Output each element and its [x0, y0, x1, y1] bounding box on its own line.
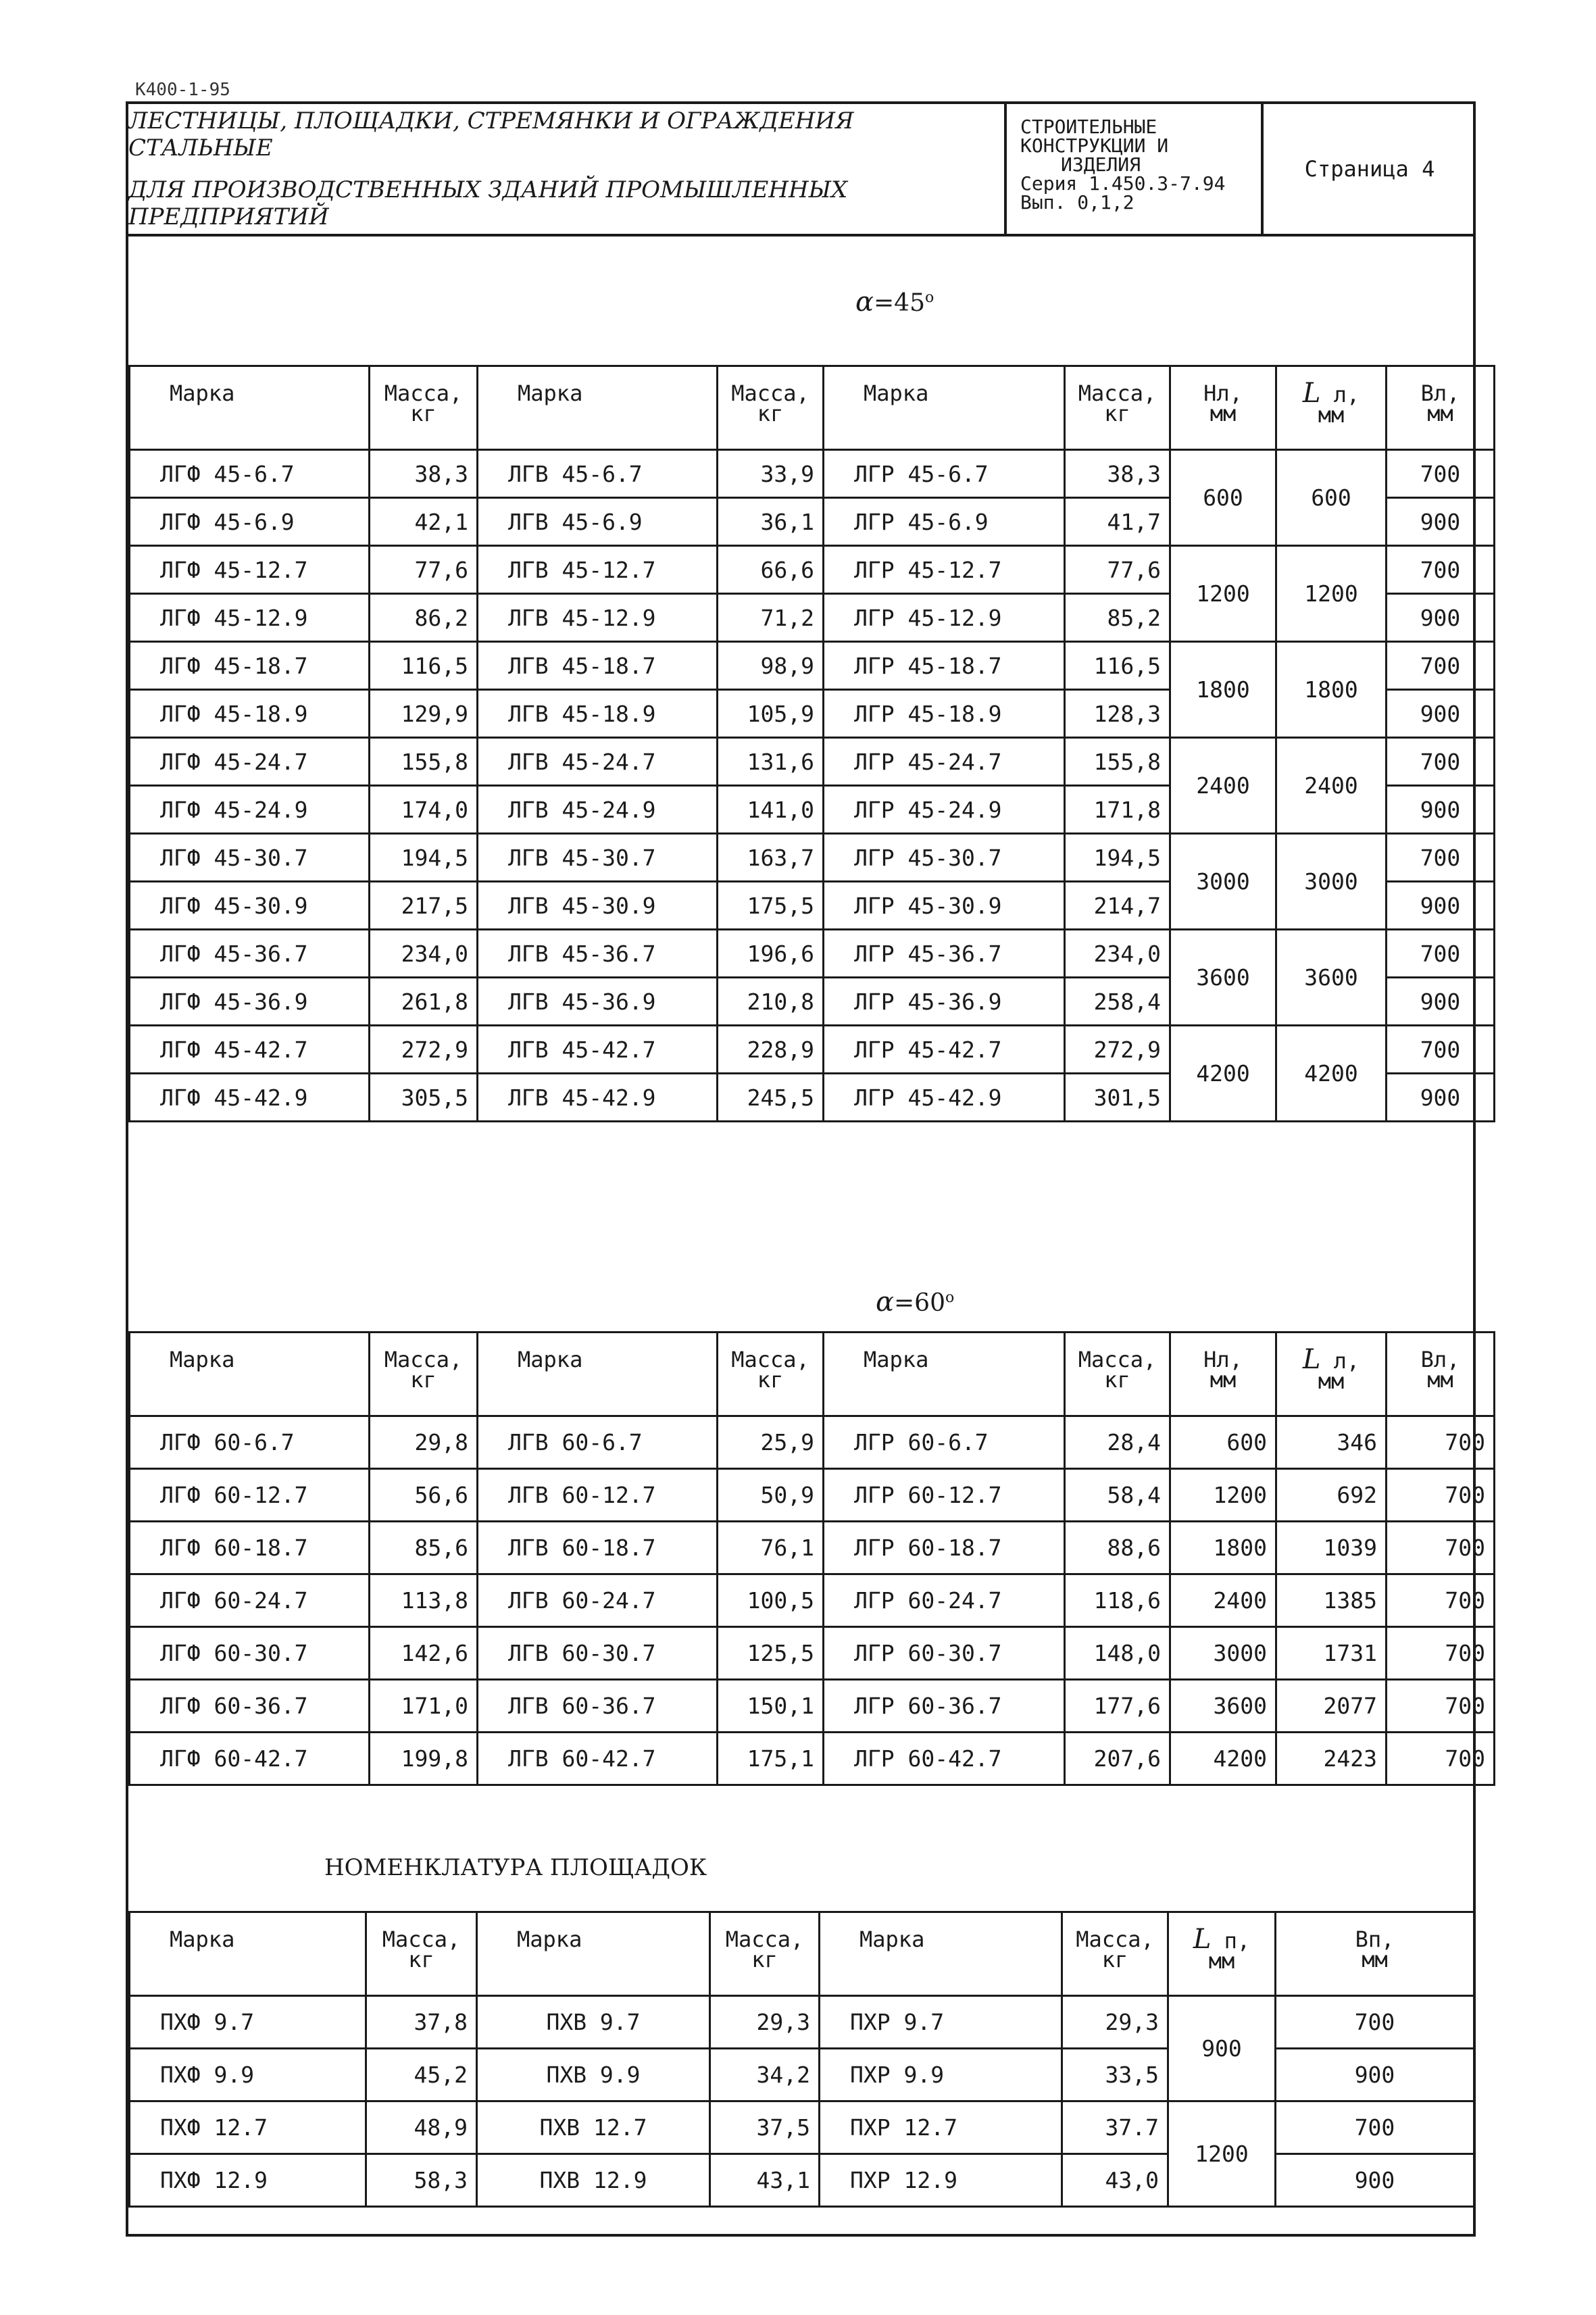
mass-f-cell: 171,0 — [370, 1680, 478, 1733]
marka-f-cell: ЛГФ 60-30.7 — [130, 1627, 370, 1680]
table-row — [130, 930, 1495, 978]
marka-f-cell: ЛГФ 45-36.7 — [130, 930, 370, 978]
mass-f-cell: 77,6 — [370, 546, 478, 594]
table-row — [130, 1996, 1474, 2049]
title-line-1: ЛЕСТНИЦЫ, ПЛОЩАДКИ, СТРЕМЯНКИ И ОГРАЖДЕНИЯ СТАЛЬНЫЕ — [128, 107, 854, 161]
marka-r-cell: ЛГР 45-42.7 — [824, 1026, 1065, 1074]
mass-r-cell: 177,6 — [1065, 1680, 1170, 1733]
marka-r-cell: ПХР 12.7 — [820, 2101, 1062, 2154]
mass-v-cell: 33,9 — [718, 450, 824, 498]
marka-v-cell: ЛГВ 45-36.9 — [478, 978, 718, 1026]
length-cell: 346 — [1276, 1416, 1387, 1469]
mass-f-cell: 58,3 — [366, 2154, 477, 2207]
marka-v-cell: ЛГВ 45-30.7 — [478, 834, 718, 882]
marka-f-cell: ПХФ 9.9 — [130, 2049, 366, 2101]
length-cell: 3600 — [1276, 930, 1387, 1026]
table-row — [130, 1733, 1495, 1785]
marka-f-cell: ПХФ 12.7 — [130, 2101, 366, 2154]
mass-r-cell: 148,0 — [1065, 1627, 1170, 1680]
mass-r-cell: 234,0 — [1065, 930, 1170, 978]
marka-v-cell: ЛГВ 45-42.9 — [478, 1074, 718, 1122]
ladders-45-body — [130, 450, 1495, 1135]
col-length: L п, мм — [1168, 1912, 1276, 1996]
mass-f-cell: 174,0 — [370, 786, 478, 834]
marka-r-cell: ПХР 12.9 — [820, 2154, 1062, 2207]
col-height: Нл, мм — [1170, 366, 1276, 450]
marka-r-cell: ЛГР 45-30.7 — [824, 834, 1065, 882]
table-row — [130, 1680, 1495, 1733]
height-cell: 4200 — [1170, 1026, 1276, 1122]
width-cell: 700 — [1387, 1469, 1495, 1522]
ladders-60-table — [128, 1331, 1495, 1786]
page-number: Страница 4 — [1304, 156, 1435, 182]
title-line-2: ДЛЯ ПРОИЗВОДСТВЕННЫХ ЗДАНИЙ ПРОМЫШЛЕННЫХ ПРЕДПРИЯТИЙ — [128, 176, 848, 230]
marka-r-cell: ЛГР 60-30.7 — [824, 1627, 1065, 1680]
mass-v-cell: 228,9 — [718, 1026, 824, 1074]
length-cell: 1731 — [1276, 1627, 1387, 1680]
mass-v-cell: 196,6 — [718, 930, 824, 978]
length-cell: 4200 — [1276, 1026, 1387, 1122]
table-row — [130, 1522, 1495, 1574]
height-cell: 4200 — [1170, 1733, 1276, 1785]
table-row — [130, 1469, 1495, 1522]
marka-f-cell: ЛГФ 45-18.7 — [130, 642, 370, 690]
mass-v-cell: 141,0 — [718, 786, 824, 834]
length-cell: 2077 — [1276, 1680, 1387, 1733]
marka-f-cell: ЛГФ 45-30.7 — [130, 834, 370, 882]
width-cell: 700 — [1387, 1627, 1495, 1680]
width-cell: 900 — [1387, 690, 1495, 738]
marka-f-cell: ЛГФ 45-6.7 — [130, 450, 370, 498]
mass-r-cell: 128,3 — [1065, 690, 1170, 738]
marka-r-cell: ПХР 9.9 — [820, 2049, 1062, 2101]
marka-r-cell: ЛГР 45-12.7 — [824, 546, 1065, 594]
width-cell: 900 — [1387, 786, 1495, 834]
height-cell: 3600 — [1170, 930, 1276, 1026]
col-marka-r: Марка — [820, 1912, 1062, 1996]
marka-v-cell: ЛГВ 60-24.7 — [478, 1574, 718, 1627]
marka-f-cell: ЛГФ 45-6.9 — [130, 498, 370, 546]
mass-r-cell: 88,6 — [1065, 1522, 1170, 1574]
table-row — [130, 2101, 1474, 2154]
mass-f-cell: 155,8 — [370, 738, 478, 786]
ladders-45-table — [128, 365, 1495, 1135]
marka-v-cell: ПХВ 12.9 — [477, 2154, 710, 2207]
ladders-60-body — [130, 1416, 1495, 1785]
mass-v-cell: 105,9 — [718, 690, 824, 738]
marka-r-cell: ЛГР 45-18.9 — [824, 690, 1065, 738]
mass-f-cell: 217,5 — [370, 882, 478, 930]
mass-f-cell: 272,9 — [370, 1026, 478, 1074]
mass-f-cell: 234,0 — [370, 930, 478, 978]
issue-number: Вып. 0,1,2 — [1020, 191, 1134, 214]
table-row — [130, 546, 1495, 594]
height-cell: 2400 — [1170, 738, 1276, 834]
table-header-row — [130, 1333, 1495, 1416]
mass-r-cell: 77,6 — [1065, 546, 1170, 594]
marka-f-cell: ЛГФ 45-42.7 — [130, 1026, 370, 1074]
mass-f-cell: 29,8 — [370, 1416, 478, 1469]
title-block — [128, 104, 1473, 237]
mass-r-cell: 272,9 — [1065, 1026, 1170, 1074]
mass-r-cell: 118,6 — [1065, 1574, 1170, 1627]
mass-r-cell: 37.7 — [1062, 2101, 1168, 2154]
mass-v-cell: 43,1 — [710, 2154, 820, 2207]
mass-f-cell: 42,1 — [370, 498, 478, 546]
marka-v-cell: ЛГВ 45-30.9 — [478, 882, 718, 930]
mass-v-cell: 34,2 — [710, 2049, 820, 2101]
marka-v-cell: ЛГВ 60-6.7 — [478, 1416, 718, 1469]
col-marka-f: Марка — [130, 366, 370, 450]
mass-v-cell: 125,5 — [718, 1627, 824, 1680]
col-mass-v: Масса, кг — [718, 366, 824, 450]
mass-r-cell: 171,8 — [1065, 786, 1170, 834]
col-width: Вл, мм — [1387, 366, 1495, 450]
col-height: Нл, мм — [1170, 1333, 1276, 1416]
mass-v-cell: 98,9 — [718, 642, 824, 690]
col-length: L л, мм — [1276, 366, 1387, 450]
marka-f-cell: ПХФ 9.7 — [130, 1996, 366, 2049]
marka-v-cell: ЛГВ 45-24.7 — [478, 738, 718, 786]
width-cell: 900 — [1387, 594, 1495, 642]
marka-r-cell: ЛГР 45-12.9 — [824, 594, 1065, 642]
col-width: Вп, мм — [1276, 1912, 1474, 1996]
mass-v-cell: 210,8 — [718, 978, 824, 1026]
length-cell: 1200 — [1276, 546, 1387, 642]
mass-v-cell: 50,9 — [718, 1469, 824, 1522]
length-cell: 900 — [1168, 1996, 1276, 2101]
marka-r-cell: ЛГР 45-24.9 — [824, 786, 1065, 834]
length-cell: 1385 — [1276, 1574, 1387, 1627]
width-cell: 700 — [1387, 738, 1495, 786]
mass-r-cell: 194,5 — [1065, 834, 1170, 882]
marka-v-cell: ЛГВ 45-42.7 — [478, 1026, 718, 1074]
marka-f-cell: ЛГФ 45-36.9 — [130, 978, 370, 1026]
height-cell: 600 — [1170, 450, 1276, 546]
table-row — [130, 738, 1495, 786]
mass-r-cell: 85,2 — [1065, 594, 1170, 642]
mass-r-cell: 207,6 — [1065, 1733, 1170, 1785]
table-row — [130, 450, 1495, 498]
width-cell: 900 — [1276, 2049, 1474, 2101]
width-cell: 700 — [1387, 1522, 1495, 1574]
category-line-3: ИЗДЕЛИЯ — [1061, 153, 1141, 176]
marka-r-cell: ПХР 9.7 — [820, 1996, 1062, 2049]
marka-r-cell: ЛГР 45-42.9 — [824, 1074, 1065, 1122]
mass-v-cell: 175,5 — [718, 882, 824, 930]
length-cell: 2423 — [1276, 1733, 1387, 1785]
marka-v-cell: ЛГВ 45-36.7 — [478, 930, 718, 978]
col-marka-v: Марка — [477, 1912, 710, 1996]
table-row — [130, 1627, 1495, 1680]
height-cell: 1800 — [1170, 642, 1276, 738]
marka-f-cell: ЛГФ 45-18.9 — [130, 690, 370, 738]
marka-r-cell: ЛГР 45-6.7 — [824, 450, 1065, 498]
marka-r-cell: ЛГР 45-30.9 — [824, 882, 1065, 930]
category-line-2: КОНСТРУКЦИИ И — [1020, 134, 1169, 157]
mass-f-cell: 38,3 — [370, 450, 478, 498]
height-cell: 1800 — [1170, 1522, 1276, 1574]
series-number: Серия 1.450.3-7.94 — [1020, 172, 1226, 195]
width-cell: 700 — [1387, 1574, 1495, 1627]
length-cell: 600 — [1276, 450, 1387, 546]
mass-r-cell: 33,5 — [1062, 2049, 1168, 2101]
width-cell: 700 — [1387, 1733, 1495, 1785]
marka-v-cell: ЛГВ 45-6.7 — [478, 450, 718, 498]
mass-r-cell: 155,8 — [1065, 738, 1170, 786]
mass-v-cell: 131,6 — [718, 738, 824, 786]
marka-r-cell: ЛГР 45-36.9 — [824, 978, 1065, 1026]
angle-45-label: $\alpha=45^o$ — [855, 287, 934, 318]
table-row — [130, 642, 1495, 690]
marka-f-cell: ЛГФ 60-6.7 — [130, 1416, 370, 1469]
mass-v-cell: 37,5 — [710, 2101, 820, 2154]
col-mass-v: Масса, кг — [710, 1912, 820, 1996]
width-cell: 700 — [1387, 930, 1495, 978]
table-row — [130, 1574, 1495, 1627]
mass-f-cell: 86,2 — [370, 594, 478, 642]
mass-f-cell: 261,8 — [370, 978, 478, 1026]
width-cell: 900 — [1276, 2154, 1474, 2207]
marka-v-cell: ПХВ 9.7 — [477, 1996, 710, 2049]
marka-v-cell: ЛГВ 45-6.9 — [478, 498, 718, 546]
mass-v-cell: 245,5 — [718, 1074, 824, 1122]
marka-r-cell: ЛГР 60-18.7 — [824, 1522, 1065, 1574]
col-mass-f: Масса, кг — [370, 366, 478, 450]
width-cell: 900 — [1387, 1074, 1495, 1122]
document-code: К400-1-95 — [135, 80, 230, 100]
mass-f-cell: 45,2 — [366, 2049, 477, 2101]
length-cell: 692 — [1276, 1469, 1387, 1522]
marka-f-cell: ЛГФ 45-24.9 — [130, 786, 370, 834]
width-cell: 700 — [1276, 2101, 1474, 2154]
height-cell: 1200 — [1170, 1469, 1276, 1522]
mass-v-cell: 66,6 — [718, 546, 824, 594]
width-cell: 900 — [1387, 498, 1495, 546]
width-cell: 900 — [1387, 882, 1495, 930]
width-cell: 700 — [1387, 642, 1495, 690]
col-marka-f: Марка — [130, 1333, 370, 1416]
marka-f-cell: ЛГФ 45-12.9 — [130, 594, 370, 642]
marka-v-cell: ЛГВ 60-42.7 — [478, 1733, 718, 1785]
mass-f-cell: 199,8 — [370, 1733, 478, 1785]
marka-v-cell: ЛГВ 60-36.7 — [478, 1680, 718, 1733]
marka-r-cell: ЛГР 60-6.7 — [824, 1416, 1065, 1469]
length-cell: 1039 — [1276, 1522, 1387, 1574]
marka-r-cell: ЛГР 60-42.7 — [824, 1733, 1065, 1785]
mass-f-cell: 37,8 — [366, 1996, 477, 2049]
marka-f-cell: ЛГФ 45-42.9 — [130, 1074, 370, 1122]
mass-v-cell: 175,1 — [718, 1733, 824, 1785]
col-length: L л, мм — [1276, 1333, 1387, 1416]
mass-f-cell: 85,6 — [370, 1522, 478, 1574]
height-cell: 2400 — [1170, 1574, 1276, 1627]
height-cell: 3000 — [1170, 1627, 1276, 1680]
alpha-symbol: α — [855, 287, 874, 318]
table-row — [130, 1416, 1495, 1469]
marka-v-cell: ЛГВ 45-18.9 — [478, 690, 718, 738]
mass-f-cell: 142,6 — [370, 1627, 478, 1680]
spacer-row — [130, 1122, 1495, 1135]
col-marka-v: Марка — [478, 366, 718, 450]
mass-v-cell: 163,7 — [718, 834, 824, 882]
height-cell: 3000 — [1170, 834, 1276, 930]
alpha-symbol: α — [876, 1287, 895, 1318]
marka-f-cell: ЛГФ 45-24.7 — [130, 738, 370, 786]
col-mass-r: Масса, кг — [1065, 366, 1170, 450]
width-cell: 700 — [1387, 450, 1495, 498]
series-block — [1007, 104, 1264, 234]
mass-r-cell: 41,7 — [1065, 498, 1170, 546]
marka-v-cell: ЛГВ 45-18.7 — [478, 642, 718, 690]
marka-v-cell: ПХВ 12.7 — [477, 2101, 710, 2154]
mass-r-cell: 116,5 — [1065, 642, 1170, 690]
mass-v-cell: 36,1 — [718, 498, 824, 546]
marka-v-cell: ЛГВ 45-12.9 — [478, 594, 718, 642]
marka-v-cell: ПХВ 9.9 — [477, 2049, 710, 2101]
col-marka-f: Марка — [130, 1912, 366, 1996]
width-cell: 700 — [1387, 1416, 1495, 1469]
col-marka-r: Марка — [824, 1333, 1065, 1416]
table-row — [130, 834, 1495, 882]
marka-f-cell: ЛГФ 60-18.7 — [130, 1522, 370, 1574]
mass-r-cell: 258,4 — [1065, 978, 1170, 1026]
marka-f-cell: ЛГФ 60-36.7 — [130, 1680, 370, 1733]
marka-r-cell: ЛГР 60-36.7 — [824, 1680, 1065, 1733]
mass-r-cell: 43,0 — [1062, 2154, 1168, 2207]
marka-f-cell: ПХФ 12.9 — [130, 2154, 366, 2207]
mass-v-cell: 76,1 — [718, 1522, 824, 1574]
width-cell: 700 — [1276, 1996, 1474, 2049]
length-cell: 2400 — [1276, 738, 1387, 834]
col-marka-r: Марка — [824, 366, 1065, 450]
length-cell: 3000 — [1276, 834, 1387, 930]
marka-f-cell: ЛГФ 60-42.7 — [130, 1733, 370, 1785]
marka-v-cell: ЛГВ 60-12.7 — [478, 1469, 718, 1522]
width-cell: 700 — [1387, 1026, 1495, 1074]
height-cell: 3600 — [1170, 1680, 1276, 1733]
mass-v-cell: 25,9 — [718, 1416, 824, 1469]
marka-f-cell: ЛГФ 60-12.7 — [130, 1469, 370, 1522]
mass-f-cell: 305,5 — [370, 1074, 478, 1122]
marka-f-cell: ЛГФ 45-12.7 — [130, 546, 370, 594]
marka-f-cell: ЛГФ 60-24.7 — [130, 1574, 370, 1627]
col-mass-r: Масса, кг — [1065, 1333, 1170, 1416]
mass-r-cell: 58,4 — [1065, 1469, 1170, 1522]
length-cell: 1200 — [1168, 2101, 1276, 2207]
width-cell: 900 — [1387, 978, 1495, 1026]
col-width: Вл, мм — [1387, 1333, 1495, 1416]
mass-f-cell: 116,5 — [370, 642, 478, 690]
marka-r-cell: ЛГР 60-12.7 — [824, 1469, 1065, 1522]
document-title — [128, 104, 1007, 234]
marka-v-cell: ЛГВ 60-30.7 — [478, 1627, 718, 1680]
table-header-row — [130, 1912, 1474, 1996]
drawing-sheet — [126, 101, 1485, 2237]
table-row — [130, 1026, 1495, 1074]
height-cell: 600 — [1170, 1416, 1276, 1469]
width-cell: 700 — [1387, 834, 1495, 882]
marka-f-cell: ЛГФ 45-30.9 — [130, 882, 370, 930]
mass-v-cell: 150,1 — [718, 1680, 824, 1733]
col-mass-f: Масса, кг — [370, 1333, 478, 1416]
mass-r-cell: 28,4 — [1065, 1416, 1170, 1469]
mass-f-cell: 113,8 — [370, 1574, 478, 1627]
width-cell: 700 — [1387, 546, 1495, 594]
mass-v-cell: 71,2 — [718, 594, 824, 642]
marka-r-cell: ЛГР 60-24.7 — [824, 1574, 1065, 1627]
col-marka-v: Марка — [478, 1333, 718, 1416]
marka-r-cell: ЛГР 45-6.9 — [824, 498, 1065, 546]
category-line-1: СТРОИТЕЛЬНЫЕ — [1020, 116, 1157, 138]
angle-60-label: $\alpha=60^o$ — [876, 1287, 955, 1318]
table-header-row — [130, 366, 1495, 450]
marka-v-cell: ЛГВ 45-12.7 — [478, 546, 718, 594]
width-cell: 700 — [1387, 1680, 1495, 1733]
marka-r-cell: ЛГР 45-24.7 — [824, 738, 1065, 786]
platforms-body — [130, 1996, 1474, 2207]
marka-v-cell: ЛГВ 45-24.9 — [478, 786, 718, 834]
mass-f-cell: 129,9 — [370, 690, 478, 738]
platforms-title: НОМЕНКЛАТУРА ПЛОЩАДОК — [324, 1854, 707, 1881]
mass-r-cell: 38,3 — [1065, 450, 1170, 498]
height-cell: 1200 — [1170, 546, 1276, 642]
col-mass-v: Масса, кг — [718, 1333, 824, 1416]
col-mass-f: Масса, кг — [366, 1912, 477, 1996]
mass-r-cell: 29,3 — [1062, 1996, 1168, 2049]
mass-r-cell: 301,5 — [1065, 1074, 1170, 1122]
mass-f-cell: 56,6 — [370, 1469, 478, 1522]
mass-v-cell: 29,3 — [710, 1996, 820, 2049]
mass-r-cell: 214,7 — [1065, 882, 1170, 930]
marka-r-cell: ЛГР 45-36.7 — [824, 930, 1065, 978]
mass-f-cell: 48,9 — [366, 2101, 477, 2154]
mass-f-cell: 194,5 — [370, 834, 478, 882]
col-mass-r: Масса, кг — [1062, 1912, 1168, 1996]
marka-v-cell: ЛГВ 60-18.7 — [478, 1522, 718, 1574]
mass-v-cell: 100,5 — [718, 1574, 824, 1627]
platforms-table — [128, 1911, 1475, 2208]
length-cell: 1800 — [1276, 642, 1387, 738]
marka-r-cell: ЛГР 45-18.7 — [824, 642, 1065, 690]
